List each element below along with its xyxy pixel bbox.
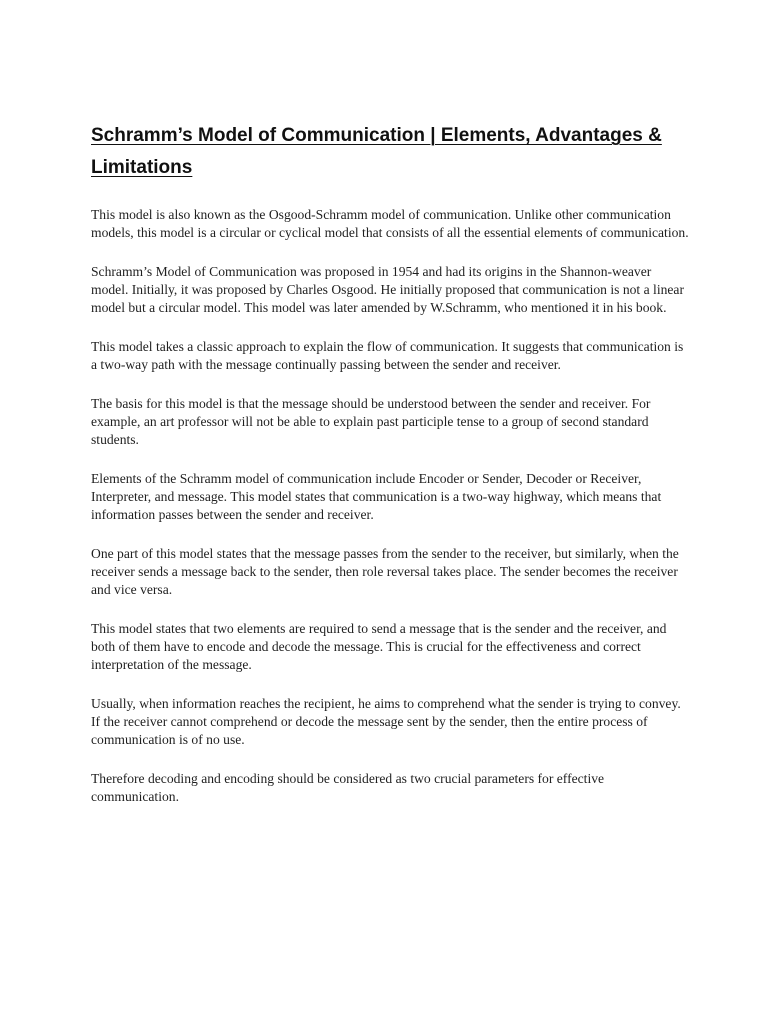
paragraph-comprehension: Usually, when information reaches the recipient, he aims to comprehend what the sender is trying to convey. If the receiver cannot comprehend or decode the message sent by the sender, then the entire process of communication is of no use. bbox=[91, 696, 681, 747]
paragraph-elements: Elements of the Schramm model of communication include Encoder or Sender, Decoder or Receiver, Interpreter, and message. This model states that communication is a two-way highway, which means that information passes between the sender and receiver. bbox=[91, 471, 662, 522]
paragraph-conclusion: Therefore decoding and encoding should be considered as two crucial parameters for effective communication. bbox=[91, 771, 605, 804]
paragraph-classic-approach: This model takes a classic approach to explain the flow of communication. It suggests that communication is a two-way path with the message continually passing between the sender and receiver. bbox=[91, 339, 684, 372]
paragraph-encode-decode: This model states that two elements are required to send a message that is the sender and the receiver, and both of them have to encode and decode the message. This is crucial for the effectiveness and correct interpretation of the message. bbox=[91, 621, 667, 672]
document-content bbox=[91, 120, 691, 827]
paragraph-role-reversal: One part of this model states that the message passes from the sender to the receiver, but similarly, when the receiver sends a message back to the sender, then role reversal takes place. The sender becomes the receiver and vice versa. bbox=[91, 546, 679, 597]
paragraph-origin: Schramm’s Model of Communication was proposed in 1954 and had its origins in the Shannon-weaver model. Initially, it was proposed by Charles Osgood. He initially proposed that communication is not a linear model but a circular model. This model was later amended by W.Schramm, who mentioned it in his book. bbox=[91, 264, 684, 315]
paragraph-osgood-schramm-intro: This model is also known as the Osgood-Schramm model of communication. Unlike other communication models, this model is a circular or cyclical model that consists of all the essential elements of communication. bbox=[91, 207, 689, 240]
paragraph-basis: The basis for this model is that the message should be understood between the sender and receiver. For example, an art professor will not be able to explain past participle tense to a group of second standard students. bbox=[91, 396, 651, 447]
document-title: Schramm’s Model of Communication | Elements, Advantages & Limitations bbox=[91, 125, 662, 178]
